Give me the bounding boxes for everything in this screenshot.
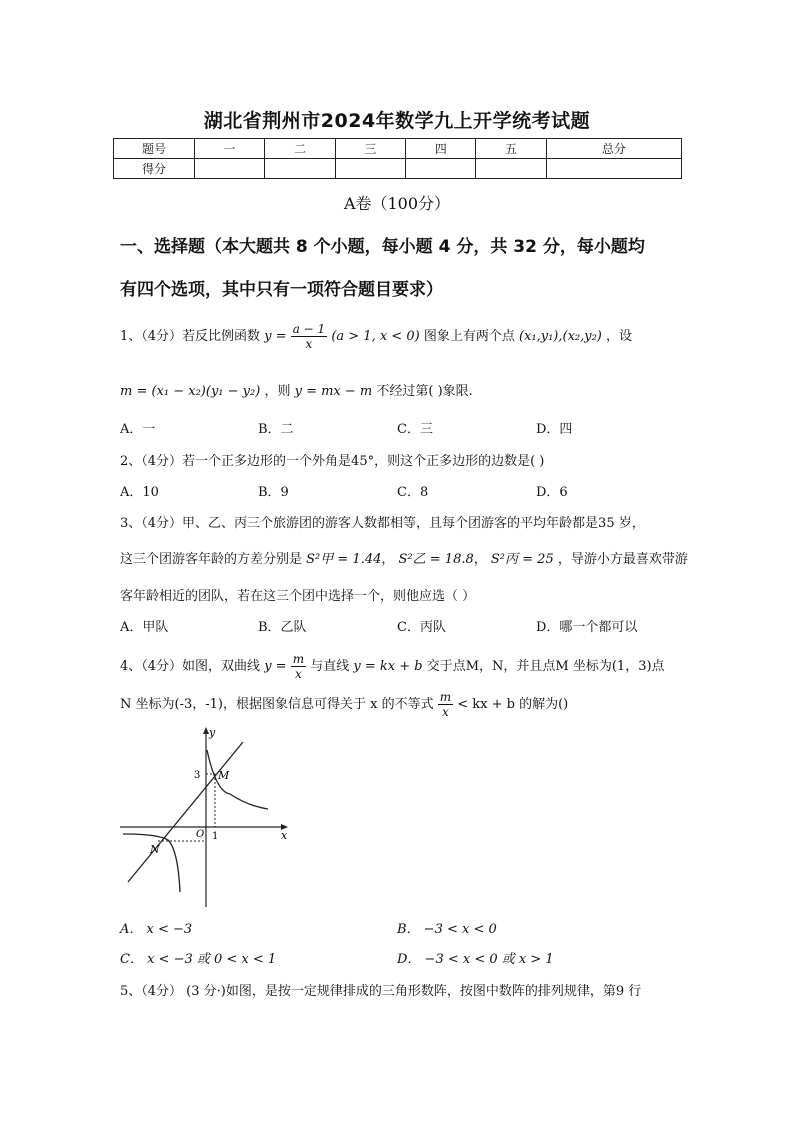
q2-option-a[interactable]: A．10 bbox=[120, 485, 159, 500]
line-graph bbox=[128, 742, 243, 882]
label-n: N bbox=[150, 843, 160, 856]
hyperbola-branch-1 bbox=[207, 750, 268, 809]
q3-var-3: S²丙 = 25 bbox=[490, 552, 554, 567]
section-heading: A卷（100分） bbox=[343, 194, 451, 213]
q4-option-d[interactable]: D． −3 < x < 0 或 x > 1 bbox=[397, 952, 554, 967]
table-cell: 三 bbox=[335, 139, 405, 159]
q1-option-c[interactable]: C．三 bbox=[397, 422, 433, 437]
q3-line2-b: ，导游小方最喜欢带游 bbox=[557, 552, 688, 567]
part-heading-line1: 一、选择题（本大题共 8 个小题，每小题 4 分，共 32 分，每小题均 bbox=[120, 237, 645, 257]
question-1-line1 bbox=[120, 322, 632, 351]
q4-hyper-num: m bbox=[292, 652, 305, 666]
q1-points: (x₁,y₁),(x₂,y₂) bbox=[518, 329, 602, 344]
q1-fraction bbox=[291, 322, 327, 351]
score-input-cell[interactable] bbox=[195, 159, 265, 179]
q1-prefix: 1、（4分）若反比例函数 bbox=[120, 329, 261, 344]
question-5: 5、（4分） (3 分·)如图，是按一定规律排成的三角形数阵，按图中数阵的排列规律，第9 行 bbox=[120, 984, 642, 999]
q1-mid: 图象上有两个点 bbox=[423, 329, 515, 344]
question-3-line1: 3、（4分）甲、乙、丙三个旅游团的游客人数都相等，且每个团游客的平均年龄都是35 岁， bbox=[120, 516, 645, 531]
q4-line1-a: 4、（4分）如图，双曲线 bbox=[120, 659, 261, 674]
q3-option-a[interactable]: A．甲队 bbox=[120, 620, 169, 635]
label-x: x bbox=[281, 829, 288, 842]
question-2: 2、（4分）若一个正多边形的一个外角是45°，则这个正多边形的边数是( ) bbox=[120, 454, 545, 469]
q2-option-d[interactable]: D．6 bbox=[536, 485, 568, 500]
score-table-score-row bbox=[114, 159, 682, 179]
score-input-cell[interactable] bbox=[335, 159, 405, 179]
q2-option-b[interactable]: B．9 bbox=[258, 485, 289, 500]
q4-option-c[interactable]: C． x < −3 或 0 < x < 1 bbox=[120, 952, 277, 967]
q1-frac-num: a − 1 bbox=[292, 322, 326, 336]
question-4-line1 bbox=[120, 652, 665, 681]
question-3-line2: 这三个团游客年龄的方差分别是 S²甲 = 1.44， S²乙 = 18.8， S²丙 = 25 ，导游小方最喜欢带游 bbox=[120, 552, 688, 567]
q2-option-c[interactable]: C．8 bbox=[397, 485, 429, 500]
q4-line2-b: < kx + b 的解为() bbox=[457, 697, 569, 712]
table-cell: 四 bbox=[406, 139, 476, 159]
q1-line2-func: y = mx − m bbox=[294, 384, 373, 399]
table-cell: 二 bbox=[265, 139, 335, 159]
label-y: y bbox=[209, 726, 216, 739]
q3-var-2: S²乙 = 18.8 bbox=[398, 552, 474, 567]
q4-option-b[interactable]: B． −3 < x < 0 bbox=[397, 922, 497, 937]
score-input-cell[interactable] bbox=[476, 159, 546, 179]
score-table bbox=[113, 138, 682, 179]
q1-condition: (a > 1, x < 0) bbox=[331, 329, 420, 344]
q4-line1-b: 与直线 bbox=[310, 659, 350, 674]
label-origin: O bbox=[196, 829, 205, 840]
table-cell: 五 bbox=[476, 139, 546, 159]
question-3-line3: 客年龄相近的团队，若在这三个团中选择一个，则他应选（ ） bbox=[120, 589, 476, 604]
q3-line2-a: 这三个团游客年龄的方差分别是 bbox=[120, 552, 303, 567]
q3-var-1: S²甲 = 1.44 bbox=[306, 552, 382, 567]
score-input-cell[interactable] bbox=[546, 159, 681, 179]
q4-line1-c: 交于点M，N，并且点M 坐标为(1，3)点 bbox=[426, 659, 665, 674]
q4-hyper-lhs: y = bbox=[264, 659, 287, 674]
q4-line2-a: N 坐标为(-3，-1)，根据图象信息可得关于 x 的不等式 bbox=[120, 697, 434, 712]
q3-option-d[interactable]: D．哪一个都可以 bbox=[536, 620, 638, 635]
q4-option-a[interactable]: A． x < −3 bbox=[120, 922, 193, 937]
page-title: 湖北省荆州市2024年数学九上开学统考试题 bbox=[203, 110, 591, 132]
part-heading-line2: 有四个选项，其中只有一项符合题目要求） bbox=[120, 280, 443, 300]
q4-graph bbox=[118, 722, 298, 912]
label-m: M bbox=[218, 769, 230, 782]
table-cell: 题号 bbox=[114, 139, 195, 159]
question-1-line2 bbox=[120, 380, 473, 399]
q1-suffix: ，设 bbox=[606, 329, 633, 344]
score-table-header-row bbox=[114, 139, 682, 159]
q1-option-b[interactable]: B．二 bbox=[258, 422, 294, 437]
table-cell: 一 bbox=[195, 139, 265, 159]
q1-m-expr: m = (x₁ − x₂)(y₁ − y₂) bbox=[120, 384, 261, 399]
q4-ineq-num: m bbox=[439, 690, 452, 704]
table-cell: 总分 bbox=[546, 139, 681, 159]
q1-option-d[interactable]: D．四 bbox=[536, 422, 573, 437]
q1-line2-suffix: 不经过第( )象限. bbox=[376, 384, 473, 399]
label-one: 1 bbox=[212, 831, 219, 842]
q4-hyper-den: x bbox=[295, 667, 302, 681]
score-input-cell[interactable] bbox=[265, 159, 335, 179]
q4-hyper-fraction bbox=[291, 652, 306, 681]
q3-option-c[interactable]: C．丙队 bbox=[397, 620, 446, 635]
score-input-cell[interactable] bbox=[406, 159, 476, 179]
label-three: 3 bbox=[194, 770, 201, 781]
q1-option-a[interactable]: A．一 bbox=[120, 422, 156, 437]
q4-ineq-den: x bbox=[442, 705, 449, 719]
table-cell: 得分 bbox=[114, 159, 195, 179]
q4-line-eq: y = kx + b bbox=[353, 659, 423, 674]
q3-option-b[interactable]: B．乙队 bbox=[258, 620, 307, 635]
question-4-line2 bbox=[120, 690, 568, 719]
q1-func-lhs: y = bbox=[264, 329, 287, 344]
q4-ineq-fraction bbox=[438, 690, 453, 719]
q1-line2-mid: ，则 bbox=[264, 384, 291, 399]
q1-frac-den: x bbox=[305, 337, 313, 351]
